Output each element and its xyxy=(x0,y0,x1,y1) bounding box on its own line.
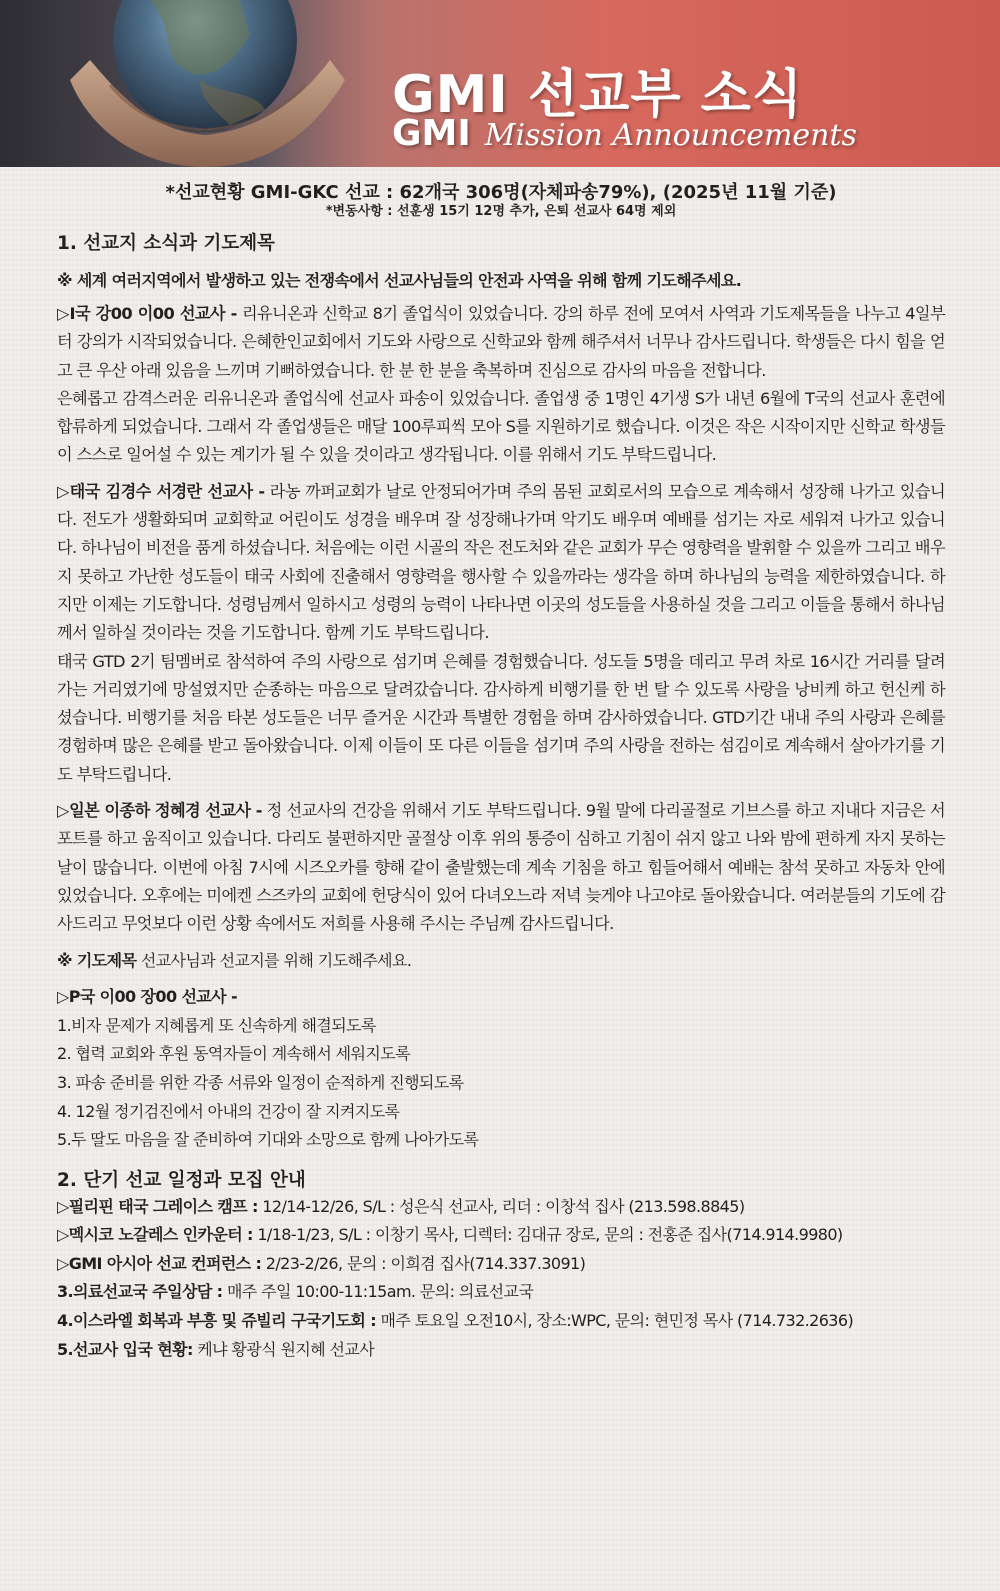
mission-status-note: *변동사항 : 선훈생 15기 12명 추가, 은퇴 선교사 64명 제외 xyxy=(325,204,677,219)
prayer-text: 선교사님과 선교지를 위해 기도해주세요. xyxy=(136,950,412,970)
schedule-item: 3.의료선교국 주일상담 : 매주 주일 10:00-11:15am. 문의: 의료선교국 xyxy=(57,1282,534,1302)
report-japan xyxy=(57,797,945,938)
prayer-topics xyxy=(57,947,945,976)
schedule-item: 5.선교사 입국 현황: 케냐 황광식 원지혜 선교사 xyxy=(57,1339,375,1359)
schedule-item: 4.이스라엘 회복과 부흥 및 쥬빌리 구국기도회 : 매주 토요일 오전10시, 장소:WPC, 문의: 현민정 목사 (714.732.2636) xyxy=(57,1311,854,1331)
banner-title-script: Mission Announcements xyxy=(484,118,857,153)
report-india xyxy=(57,300,945,385)
prayer-item: 4. 12월 정기검진에서 아내의 건강이 잘 지켜지도록 xyxy=(57,1101,400,1121)
report-lead: ▷태국 김경수 서경란 선교사 - xyxy=(57,481,265,501)
report-lead: ▷일본 이종하 정혜경 선교사 - xyxy=(57,801,262,821)
section1-heading: 1. 선교지 소식과 기도제목 xyxy=(57,233,275,254)
schedule-item: ▷필리핀 태국 그레이스 캠프 : 12/14-12/26, S/L : 성은식 선교사, 리더 : 이창석 집사 (213.598.8845) xyxy=(57,1196,745,1216)
report-lead: ▷I국 강00 이00 선교사 - xyxy=(57,304,237,323)
report-india-continued: 은혜롭고 감격스러운 리유니온과 졸업식에 선교사 파송이 있었습니다. 졸업생 중 1명인 4기생 S가 내년 6월에 T국의 선교사 훈련에 합류하게 되었습니다. 그래서 각 졸업생들은 매달 100루피씩 모아 S를 지원하기로 했습니다. 이것은 작은 시작이지만 신학교 학생들이 스스로 일어설 수 있는 계기가 될 수 있을 것이라고 생각됩니다. 이를 위해서 기도 부탁드립니다. xyxy=(57,388,945,465)
prayer-item: 1.비자 문제가 지혜롭게 또 신속하게 해결되도록 xyxy=(57,1015,376,1035)
banner-title-korean: GMI 선교부 소식 xyxy=(392,65,804,125)
banner-title-english xyxy=(392,113,857,154)
report-thailand xyxy=(57,478,945,648)
banner-title-gmi: GMI xyxy=(392,113,471,154)
prayer-item: 3. 파송 준비를 위한 각종 서류와 일정이 순적하게 진행되도록 xyxy=(57,1072,464,1092)
report-thailand-continued: 태국 GTD 2기 팀멤버로 참석하여 주의 사랑으로 섬기며 은혜를 경험했습니다. 성도들 5명을 데리고 무려 차로 16시간 거리를 달려가는 거리였기에 망설였지만 순종하는 마음으로 달려갔습니다. 감사하게 비행기를 한 번 탈 수 있도록 사랑을 낭비케 하고 헌신케 하셨습니다. 비행기를 처음 타본 성도들은 너무 즐거운 시간과 특별한 경험을 하며 감사하였습니다. GTD기간 내내 주의 사랑과 은혜를 경험하며 많은 은혜를 받고 돌아왔습니다. 이제 이들이 또 다른 이들을 섬기며 주의 사랑을 전하는 섬김이로 계속해서 살아가기를 기도 부탁드립니다. xyxy=(57,651,945,784)
schedule-item: ▷GMI 아시아 선교 컨퍼런스 : 2/23-2/26, 문의 : 이희겸 집사(714.337.3091) xyxy=(57,1253,586,1273)
prayer-item: 5.두 딸도 마음을 잘 준비하여 기대와 소망으로 함께 나아가도록 xyxy=(57,1130,479,1150)
prayer-label: ※ 기도제목 xyxy=(57,950,137,970)
mission-status: *선교현황 GMI-GKC 선교 : 62개국 306명(자체파송79%), (2025년 11월 기준) xyxy=(165,182,837,203)
section2-heading: 2. 단기 선교 일정과 모집 안내 xyxy=(57,1169,306,1191)
header-banner xyxy=(0,0,1000,167)
report-body: 정 선교사의 건강을 위해서 기도 부탁드립니다. 9월 말에 다리골절로 기브스를 하고 지내다 지금은 서포트를 하고 움직이고 있습니다. 다리도 불편하지만 골절상 이후 위의 통증이 심하고 기침이 쉬지 않고 나와 밤에 편하게 자지 못하는 날이 많습니다. 이번에 아침 7시에 시즈오카를 향해 같이 출발했는데 계속 기침을 하고 힘들어해서 예배는 참석 못하고 자동차 안에 있었습니다. 오후에는 미에켄 스즈카의 교회에 헌당식이 있어 다녀오느라 저녁 늦게야 나고야로 돌아왔습니다. 여러분들의 기도에 감사드리고 무엇보다 이런 상황 속에서도 저희를 사용해 주시는 주님께 감사드립니다. xyxy=(57,801,945,934)
prayer-lead: ▷P국 이00 장00 선교사 - xyxy=(57,987,238,1007)
globe-in-hands-icon xyxy=(0,0,370,167)
report-body: 리유니온과 신학교 8기 졸업식이 있었습니다. 강의 하루 전에 모여서 사역과 기도제목들을 나누고 4일부터 강의가 시작되었습니다. 은혜한인교회에서 기도와 사랑으로 신학교와 함께 해주셔서 너무나 감사드립니다. 학생들은 다시 힘을 얻고 큰 우산 아래 있음을 느끼며 기뻐하였습니다. 한 분 한 분을 축복하며 진심으로 감사의 마음을 전합니다. xyxy=(57,304,945,380)
announcement-body xyxy=(57,182,945,1364)
prayer-item: 2. 협력 교회와 후원 동역자들이 계속해서 세워지도록 xyxy=(57,1044,410,1064)
schedule-item: ▷멕시코 노갈레스 인카운터 : 1/18-1/23, S/L : 이창기 목사, 디렉터: 김대규 장로, 문의 : 전홍준 집사(714.914.9980) xyxy=(57,1225,843,1245)
report-body: 라농 까퍼교회가 날로 안정되어가며 주의 몸된 교회로서의 모습으로 계속해서 성장해 나가고 있습니다. 전도가 생활화되며 교회학교 어린이도 성경을 배우며 잘 성장해나가며 악기도 배우며 예배를 섬기는 자로 세워져 나가고 있습니다. 하나님이 비전을 품게 하셨습니다. 처음에는 이런 시골의 작은 전도처와 같은 교회가 무슨 영향력을 발휘할 수 있을까 그리고 배우지 못하고 가난한 성도들이 태국 사회에 진출해서 영향력을 행사할 수 있을까라는 생각을 하며 하나님의 능력을 제한하였습니다. 하지만 이제는 기도합니다. 성령님께서 일하시고 성령의 능력이 나타나면 이곳의 성도들을 사용하실 것을 그리고 이들을 통해서 하나님께서 일하실 것이라는 것을 기도합니다. 함께 기도 부탁드립니다. xyxy=(57,481,945,643)
war-prayer-notice: ※ 세계 여러지역에서 발생하고 있는 전쟁속에서 선교사님들의 안전과 사역을 위해 함께 기도해주세요. xyxy=(57,271,742,290)
